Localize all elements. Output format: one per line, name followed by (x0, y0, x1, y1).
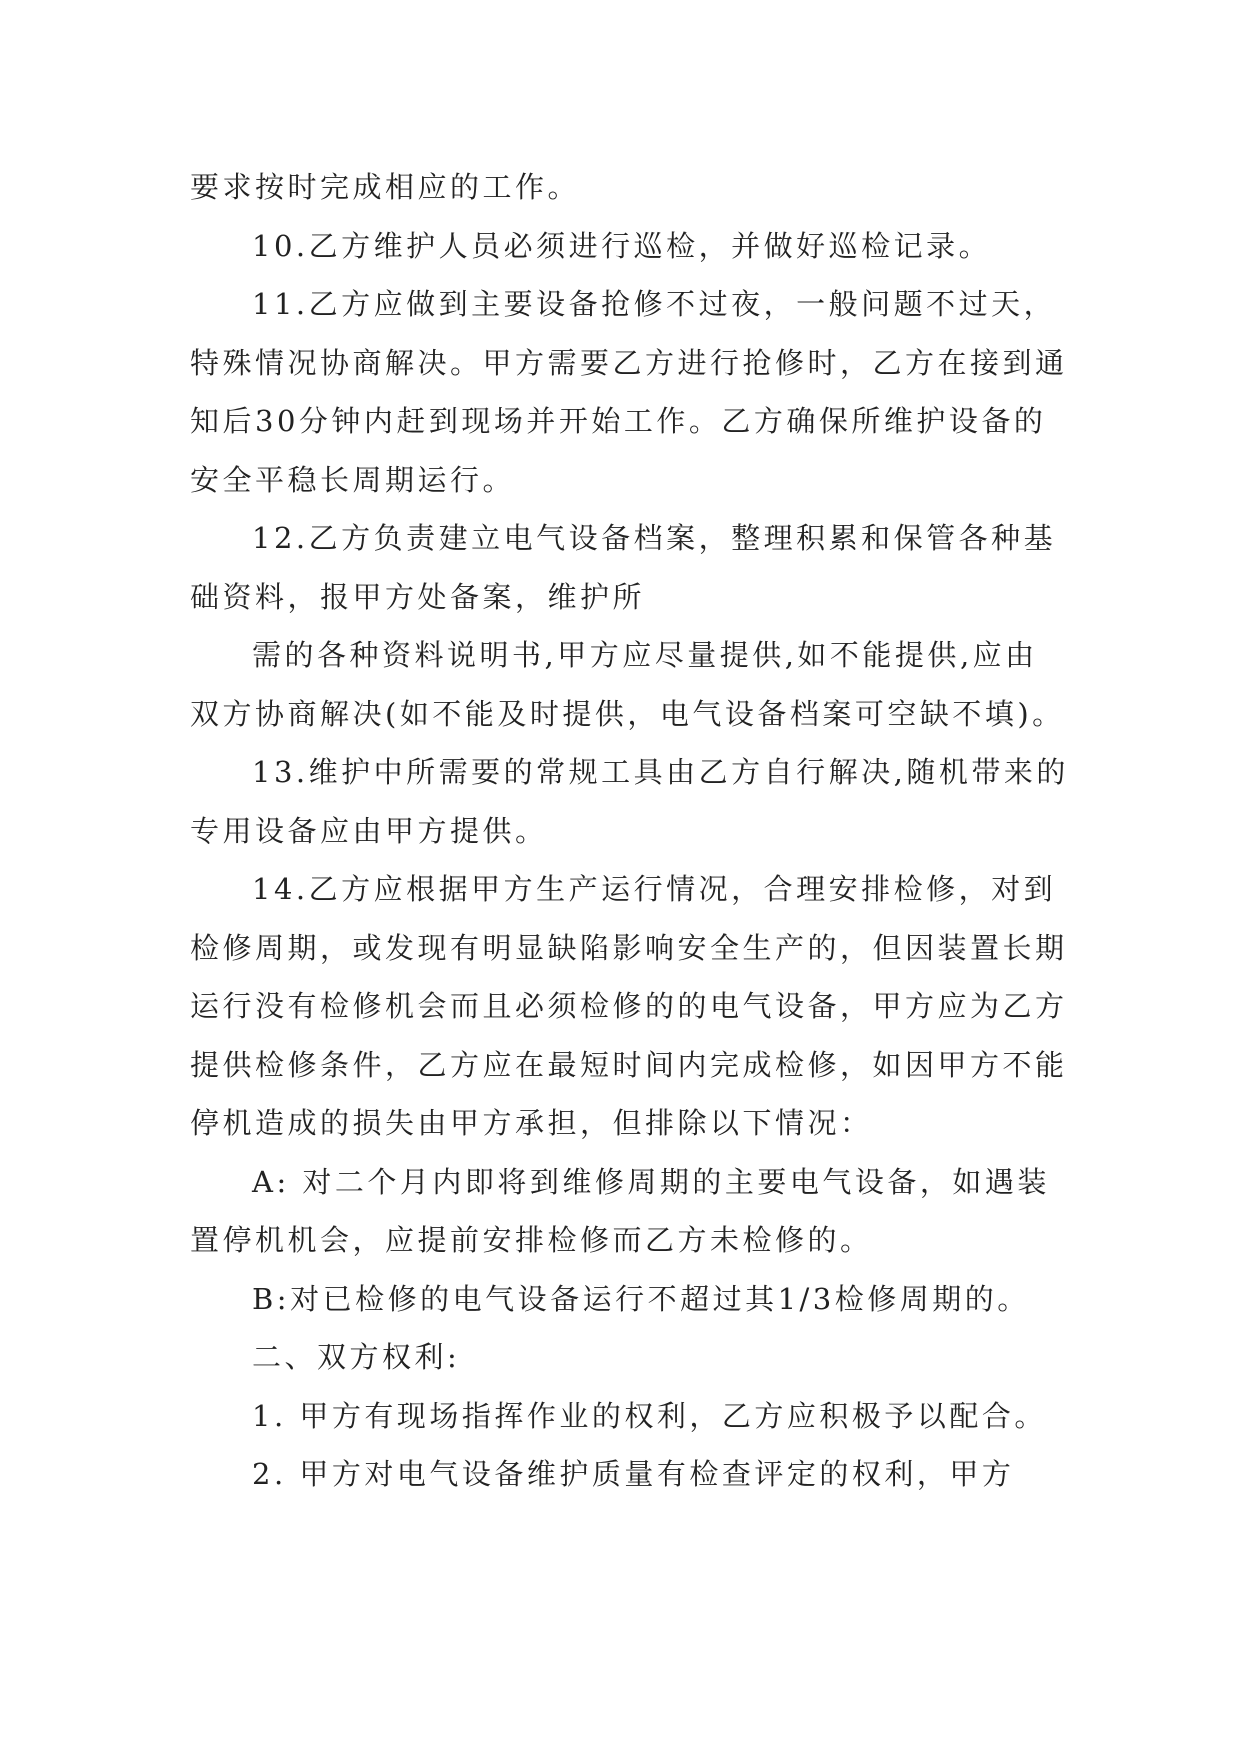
paragraph-item-13: 13.维护中所需要的常规工具由乙方自行解决,随机带来的专用设备应由甲方提供。 (190, 755, 1069, 848)
section-heading-rights: 二、双方权利: (252, 1340, 461, 1374)
paragraph-item-12: 12.乙方负责建立电气设备档案，整理积累和保管各种基础资料，报甲方处备案，维护所 (190, 521, 1057, 614)
paragraph-right-1: 1. 甲方有现场指挥作业的权利，乙方应积极予以配合。 (252, 1398, 1047, 1433)
paragraph-item-11: 11.乙方应做到主要设备抢修不过夜，一般问题不过天，特殊情况协商解决。甲方需要乙方进行抢修时，乙方在接到通知后30分钟内赶到现场并开始工作。乙方确保所维护设备的安全平稳长周期运行。 (190, 287, 1068, 497)
paragraph-item-14: 14.乙方应根据甲方生产运行情况，合理安排检修，对到检修周期，或发现有明显缺陷影响安全生产的，但因装置长期运行没有检修机会而且必须检修的的电气设备，甲方应为乙方提供检修条件，乙方应在最短时间内完成检修，如因甲方不能停机造成的损失由甲方承担，但排除以下情况： (190, 872, 1068, 1140)
paragraph-item-12-continued: 需的各种资料说明书,甲方应尽量提供,如不能提供,应由双方协商解决(如不能及时提供，电气设备档案可空缺不填)。 (190, 638, 1065, 731)
paragraph-item-10: 10.乙方维护人员必须进行巡检，并做好巡检记录。 (252, 228, 992, 263)
paragraph-exception-a: A: 对二个月内即将到维修周期的主要电气设备，如遇装置停机机会，应提前安排检修而乙方未检修的。 (190, 1164, 1050, 1257)
document-body (190, 158, 1070, 1504)
paragraph-continuation: 要求按时完成相应的工作。 (190, 170, 581, 204)
paragraph-right-2: 2. 甲方对电气设备维护质量有检查评定的权利，甲方 (252, 1457, 1015, 1491)
paragraph-exception-b: B:对已检修的电气设备运行不超过其1/3检修周期的。 (252, 1281, 1030, 1316)
